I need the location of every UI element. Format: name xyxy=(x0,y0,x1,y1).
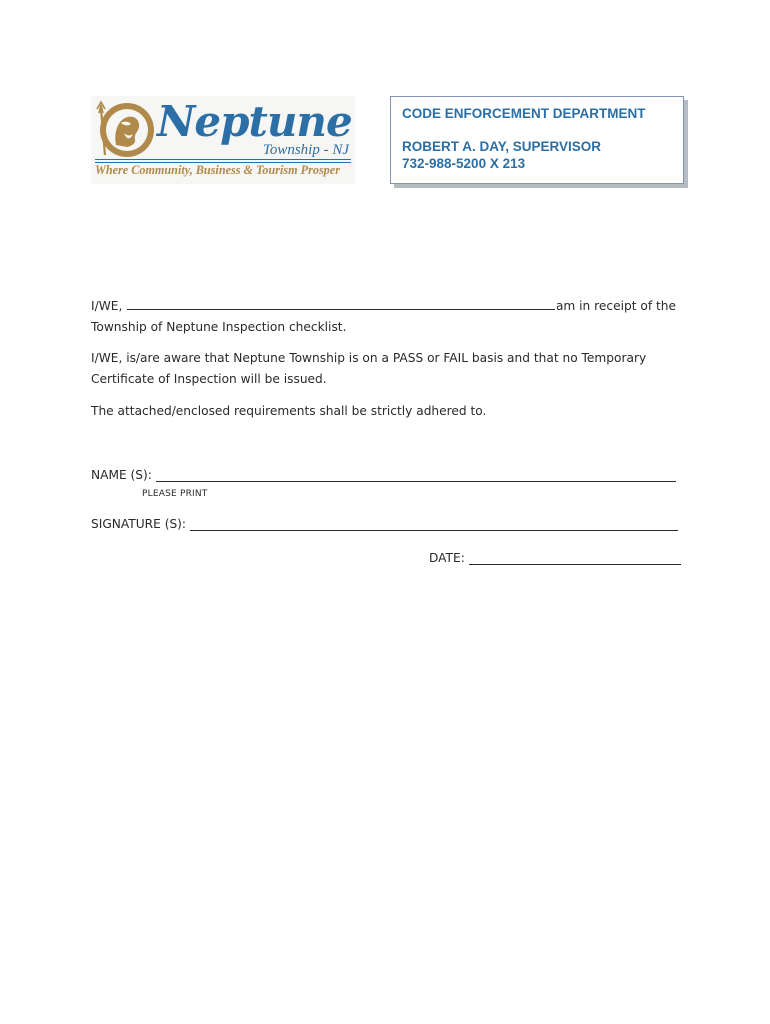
requirements-paragraph: The attached/enclosed requirements shall be strictly adhered to. xyxy=(91,404,487,418)
neptune-township-logo xyxy=(91,96,355,184)
name-field[interactable] xyxy=(156,467,676,482)
supervisor-name: ROBERT A. DAY, SUPERVISOR xyxy=(402,139,602,154)
date-label: DATE: xyxy=(429,551,465,565)
iwe-label: I/WE, xyxy=(91,299,123,313)
signature-label: SIGNATURE (S): xyxy=(91,517,187,531)
name-field-row xyxy=(91,467,676,482)
department-phone: 732-988-5200 X 213 xyxy=(402,156,526,171)
pass-fail-paragraph: I/WE, is/are aware that Neptune Township is on a PASS or FAIL basis and that no Temporary Certificate of Inspection will be issued. xyxy=(91,351,647,386)
receipt-line xyxy=(91,296,676,317)
logo-wordmark: Neptune xyxy=(157,97,352,146)
department-info-box xyxy=(390,96,684,184)
name-label: NAME (S): xyxy=(91,468,152,482)
recipient-blank[interactable] xyxy=(127,296,555,310)
neptune-emblem-icon xyxy=(94,99,156,161)
logo-tagline: Where Community, Business & Tourism Prosper xyxy=(95,163,340,177)
acknowledgement-paragraph xyxy=(91,296,676,337)
please-print-hint: PLEASE PRINT xyxy=(142,489,208,499)
receipt-suffix: am in receipt of the xyxy=(555,299,676,313)
logo-divider xyxy=(95,159,351,160)
department-title: CODE ENFORCEMENT DEPARTMENT xyxy=(402,106,646,121)
logo-subtitle: Township - NJ xyxy=(262,142,349,158)
signature-field[interactable] xyxy=(190,516,678,531)
receipt-line-2: Township of Neptune Inspection checklist. xyxy=(91,319,347,334)
date-field-row xyxy=(429,550,681,565)
signature-field-row xyxy=(91,516,678,531)
date-field[interactable] xyxy=(469,550,681,565)
